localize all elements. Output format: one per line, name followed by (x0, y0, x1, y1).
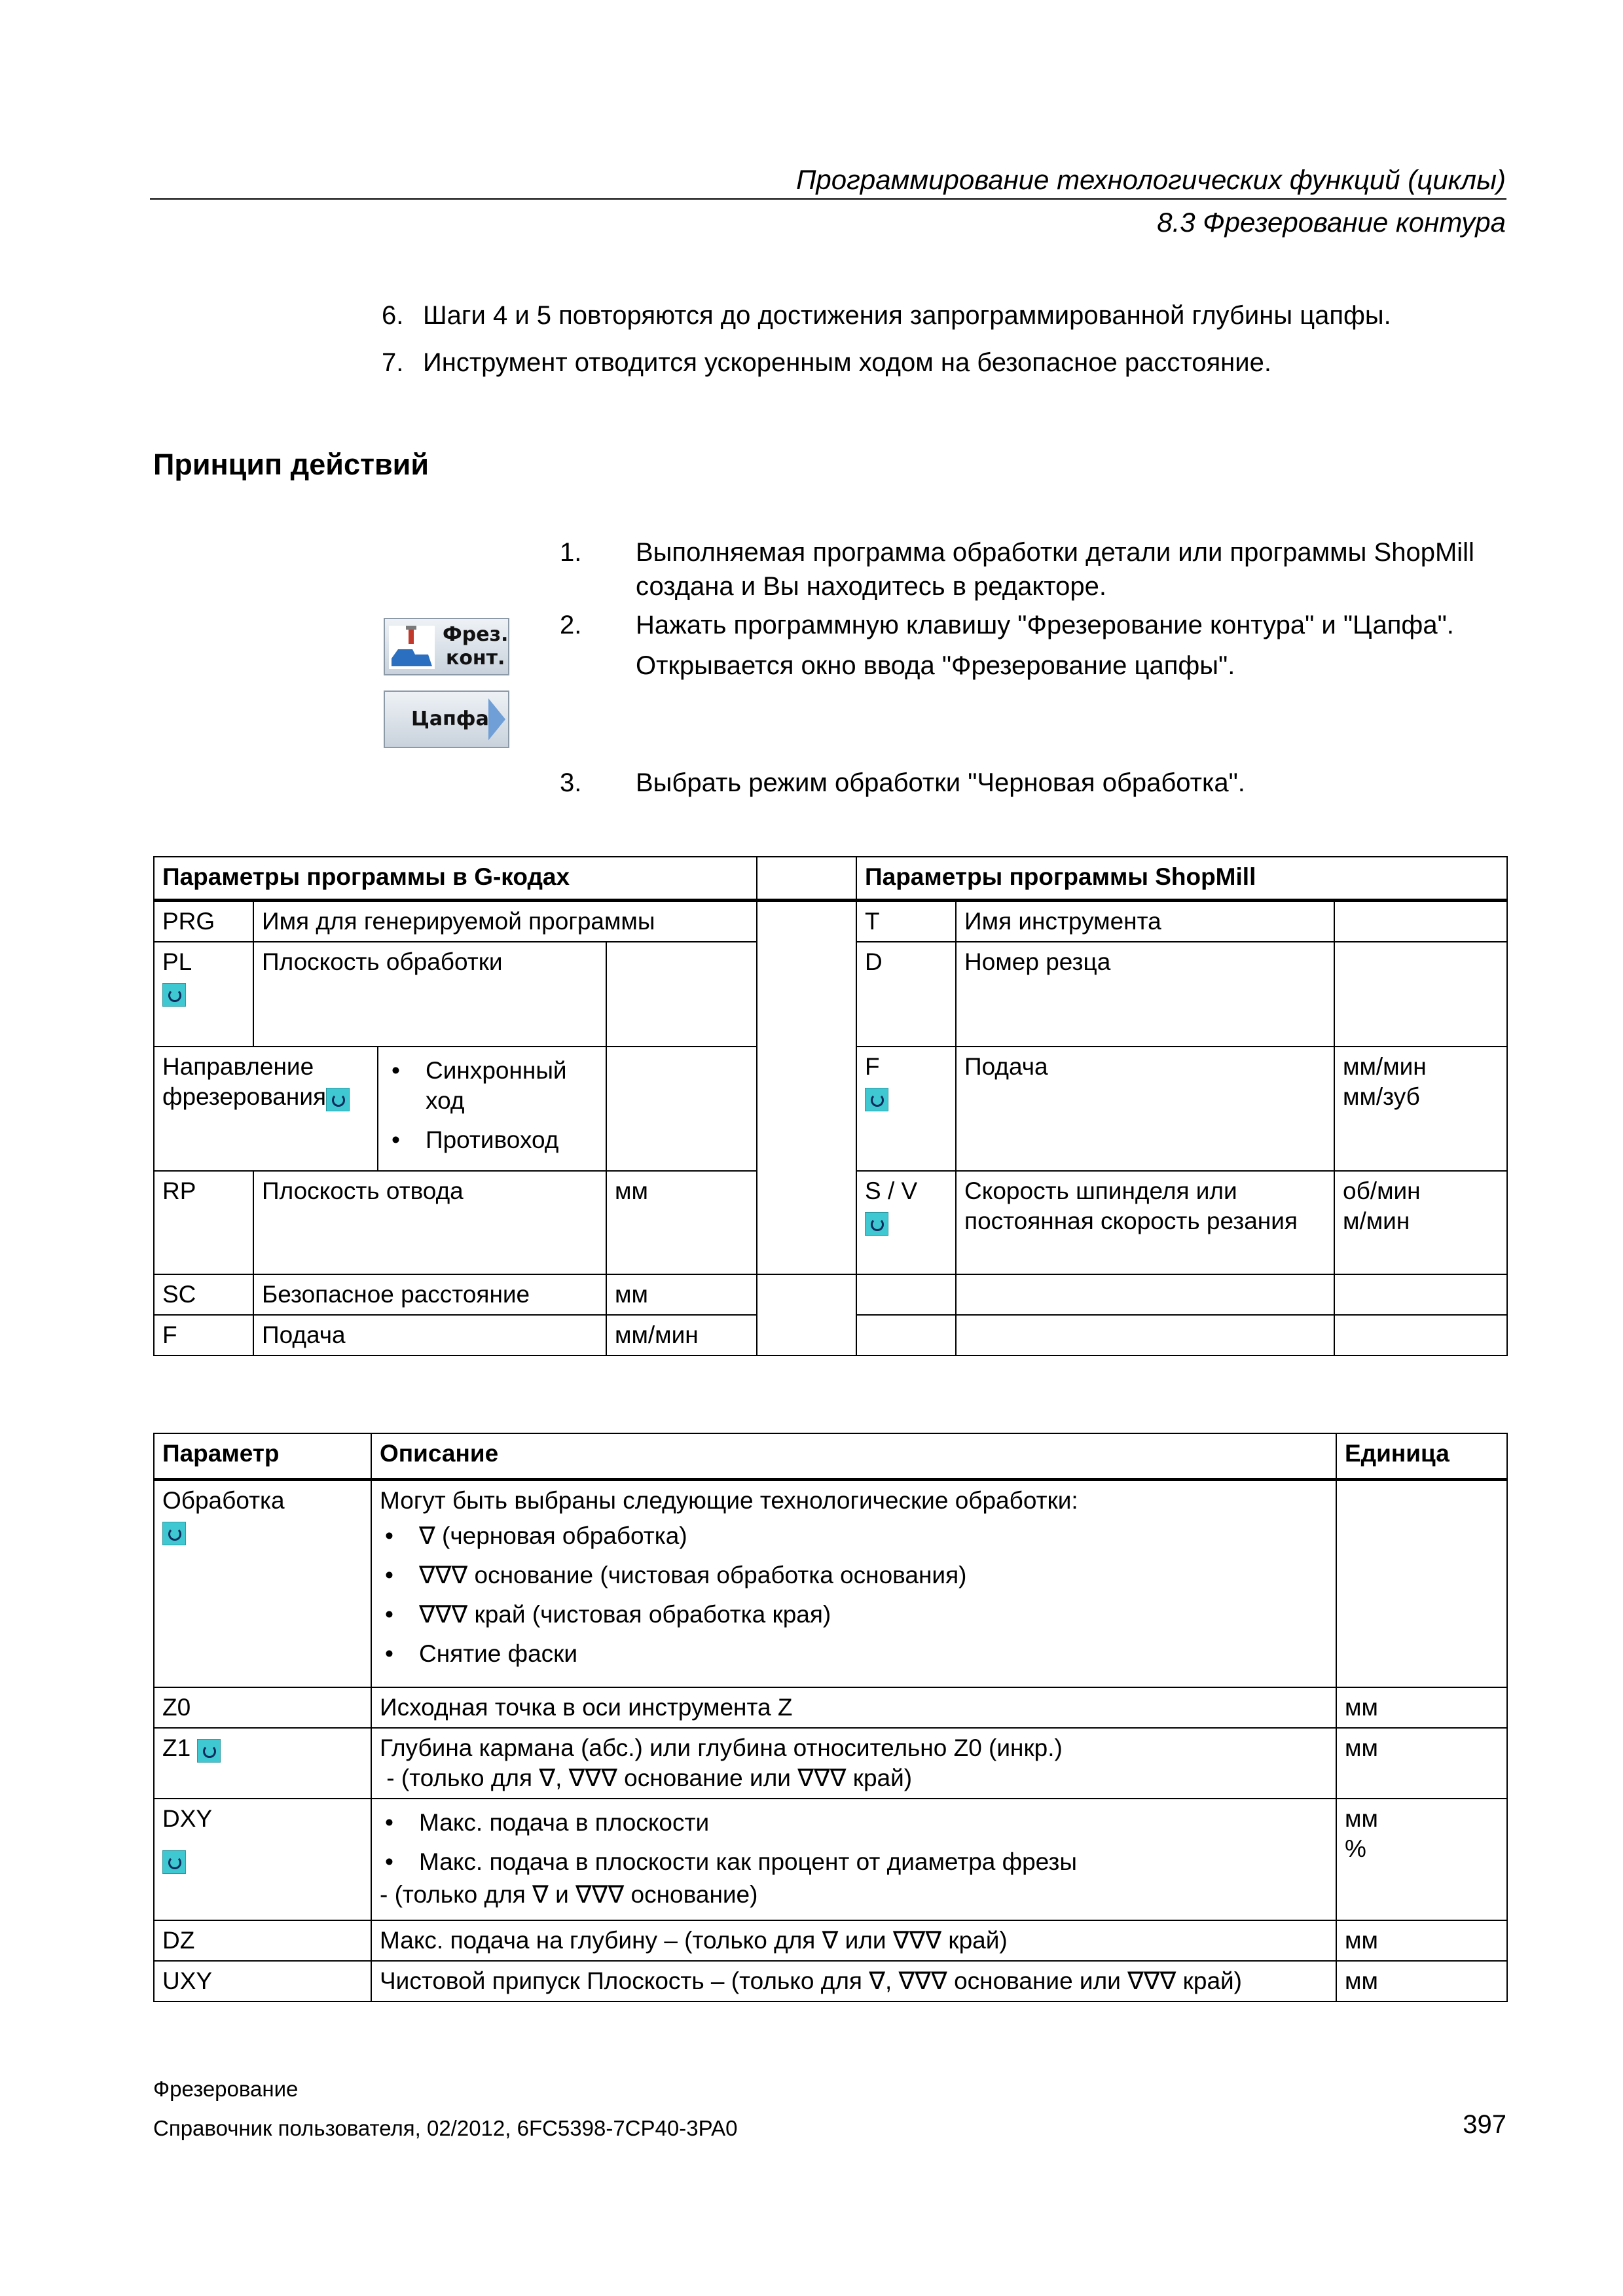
step-number: 1. (560, 538, 582, 567)
desc-cell: Имя для генерируемой программы (253, 900, 757, 942)
softkey-label: Цапфа (411, 708, 489, 730)
desc-cell: Макс. подача на глубину – (только для ∇ или ∇∇∇ край) (371, 1920, 1336, 1961)
list-item (560, 766, 1516, 800)
desc-cell: • Макс. подача в плоскости • Макс. подача в плоскости как процент от диаметра фрезы - (только для ∇ и ∇∇∇ основание) (371, 1799, 1336, 1920)
toggle-icon (162, 1850, 186, 1874)
desc-cell: Номер резца (956, 942, 1334, 1047)
desc-cell: Подача (253, 1315, 606, 1355)
list-item: • Синхронный ход (386, 1056, 598, 1116)
table-row (154, 1479, 1507, 1687)
param-cell: Направление фрезерования (154, 1047, 378, 1171)
param-cell: D (856, 942, 956, 1047)
list-item (560, 535, 1516, 603)
column-header: Параметры программы ShopMill (856, 857, 1507, 900)
header-rule (150, 198, 1506, 200)
list-item: • ∇∇∇ основание (чистовая обработка основания) (380, 1560, 1328, 1590)
toggle-icon (865, 1212, 888, 1236)
toggle-icon (197, 1739, 221, 1763)
unit-cell: мм (1336, 1728, 1507, 1799)
table-cell (856, 1315, 956, 1355)
gcode-shopmill-parameters-table (153, 856, 1508, 1356)
desc-cell: Исходная точка в оси инструмента Z (371, 1687, 1336, 1728)
list-item: • Снятие фаски (380, 1639, 1328, 1669)
table-cell (757, 900, 856, 1274)
desc-cell: Имя инструмента (956, 900, 1334, 942)
running-header-section: 8.3 Фрезерование контура (1157, 207, 1506, 238)
param-cell: DXY (154, 1799, 371, 1920)
softkey-label: Фрез. конт. (443, 623, 509, 670)
desc-cell: Плоскость обработки (253, 942, 606, 1047)
step-text: Нажать программную клавишу "Фрезерование контура" и "Цапфа". Открывается окно ввода "Фрезерование цапфы". (636, 611, 1454, 680)
table-row (154, 1920, 1507, 1961)
column-header: Параметры программы в G-кодах (154, 857, 757, 900)
desc-cell: Глубина кармана (абс.) или глубина относительно Z0 (инкр.) - (только для ∇, ∇∇∇ основание или ∇∇∇ край) (371, 1728, 1336, 1799)
step-text: Выполняемая программа обработки детали или программы ShopMill создана и Вы находитесь в редакторе. (636, 538, 1474, 601)
steps-list (382, 298, 1391, 393)
table-cell (856, 1274, 956, 1315)
unit-cell (1334, 900, 1507, 942)
table-cell (956, 1274, 1334, 1315)
table-cell (1334, 1274, 1507, 1315)
step-text: Шаги 4 и 5 повторяются до достижения запрограммированной глубины цапфы. (423, 301, 1391, 330)
softkey-contour-milling[interactable] (384, 618, 509, 675)
param-cell: F (154, 1315, 253, 1355)
column-header: Описание (371, 1433, 1336, 1479)
param-cell: Z0 (154, 1687, 371, 1728)
param-cell: PL (154, 942, 253, 1047)
milling-tool-icon (389, 626, 435, 669)
unit-cell: мм (606, 1171, 757, 1274)
table-cell (1334, 1315, 1507, 1355)
table-cell (757, 857, 856, 900)
list-item: • Макс. подача в плоскости как процент от диаметра фрезы (380, 1847, 1328, 1877)
table-header-row (154, 1433, 1507, 1479)
desc-cell: Могут быть выбраны следующие технологические обработки: • ∇ (черновая обработка) • ∇∇∇ основание (чистовая обработка основания) • ∇∇∇ край (чистовая обработка края) • Снятие фаски (371, 1479, 1336, 1687)
list-item (382, 346, 1391, 380)
principle-steps (560, 535, 1516, 800)
desc-cell: Скорость шпинделя или постоянная скорость резания (956, 1171, 1334, 1274)
page-number: 397 (1463, 2110, 1506, 2139)
toggle-icon (326, 1088, 350, 1111)
step-text: Инструмент отводится ускоренным ходом на безопасное расстояние. (423, 348, 1271, 377)
running-header-chapter: Программирование технологических функций (циклы) (795, 164, 1506, 195)
step-text: Выбрать режим обработки "Черновая обработка". (636, 768, 1245, 797)
footer-manual-info: Справочник пользователя, 02/2012, 6FC5398-7CP40-3PA0 (153, 2116, 738, 2140)
unit-cell (606, 942, 757, 1047)
desc-cell: Плоскость отвода (253, 1171, 606, 1274)
right-arrow-icon (488, 698, 505, 740)
column-header: Параметр (154, 1433, 371, 1479)
desc-cell: Безопасное расстояние (253, 1274, 606, 1315)
step-number: 2. (560, 611, 582, 639)
step-number: 7. (382, 348, 404, 377)
param-cell: DZ (154, 1920, 371, 1961)
unit-cell: мм/мин (606, 1315, 757, 1355)
param-cell: F (856, 1047, 956, 1171)
toggle-icon (162, 983, 186, 1007)
step-number: 3. (560, 768, 582, 797)
unit-cell: об/мин м/мин (1334, 1171, 1507, 1274)
footer-title: Фрезерование (153, 2077, 299, 2101)
param-cell: PRG (154, 900, 253, 942)
table-row (154, 1961, 1507, 2001)
table-row (154, 1799, 1507, 1920)
unit-cell: мм (1336, 1920, 1507, 1961)
unit-cell: мм (1336, 1687, 1507, 1728)
table-row (154, 1687, 1507, 1728)
list-item (560, 605, 1516, 686)
softkey-spigot[interactable] (384, 691, 509, 748)
unit-cell: мм % (1336, 1799, 1507, 1920)
table-row (154, 900, 1507, 942)
param-cell: RP (154, 1171, 253, 1274)
step-number: 6. (382, 301, 404, 330)
param-cell: Обработка (154, 1479, 371, 1687)
list-item (382, 298, 1391, 332)
unit-cell: мм (1336, 1961, 1507, 2001)
table-header-row (154, 857, 1507, 900)
desc-cell: Чистовой припуск Плоскость – (только для ∇, ∇∇∇ основание или ∇∇∇ край) (371, 1961, 1336, 2001)
toggle-icon (865, 1088, 888, 1111)
unit-cell: мм/мин мм/зуб (1334, 1047, 1507, 1171)
desc-cell: Подача (956, 1047, 1334, 1171)
table-cell (757, 1274, 856, 1355)
list-item: • ∇∇∇ край (чистовая обработка края) (380, 1600, 1328, 1630)
param-cell: T (856, 900, 956, 942)
param-cell: UXY (154, 1961, 371, 2001)
table-cell (956, 1315, 1334, 1355)
param-cell: S / V (856, 1171, 956, 1274)
unit-cell (1334, 942, 1507, 1047)
param-cell: Z1 (154, 1728, 371, 1799)
list-item: • ∇ (черновая обработка) (380, 1521, 1328, 1551)
section-heading: Принцип действий (153, 448, 429, 481)
unit-cell (1336, 1479, 1507, 1687)
toggle-icon (162, 1522, 186, 1545)
unit-cell (606, 1047, 757, 1171)
table-row (154, 1728, 1507, 1799)
table-row (154, 1274, 1507, 1315)
unit-cell: мм (606, 1274, 757, 1315)
parameter-description-table (153, 1433, 1508, 2002)
desc-cell (378, 1047, 606, 1171)
list-item: • Противоход (386, 1125, 598, 1155)
column-header: Единица (1336, 1433, 1507, 1479)
param-cell: SC (154, 1274, 253, 1315)
list-item: • Макс. подача в плоскости (380, 1808, 1328, 1838)
